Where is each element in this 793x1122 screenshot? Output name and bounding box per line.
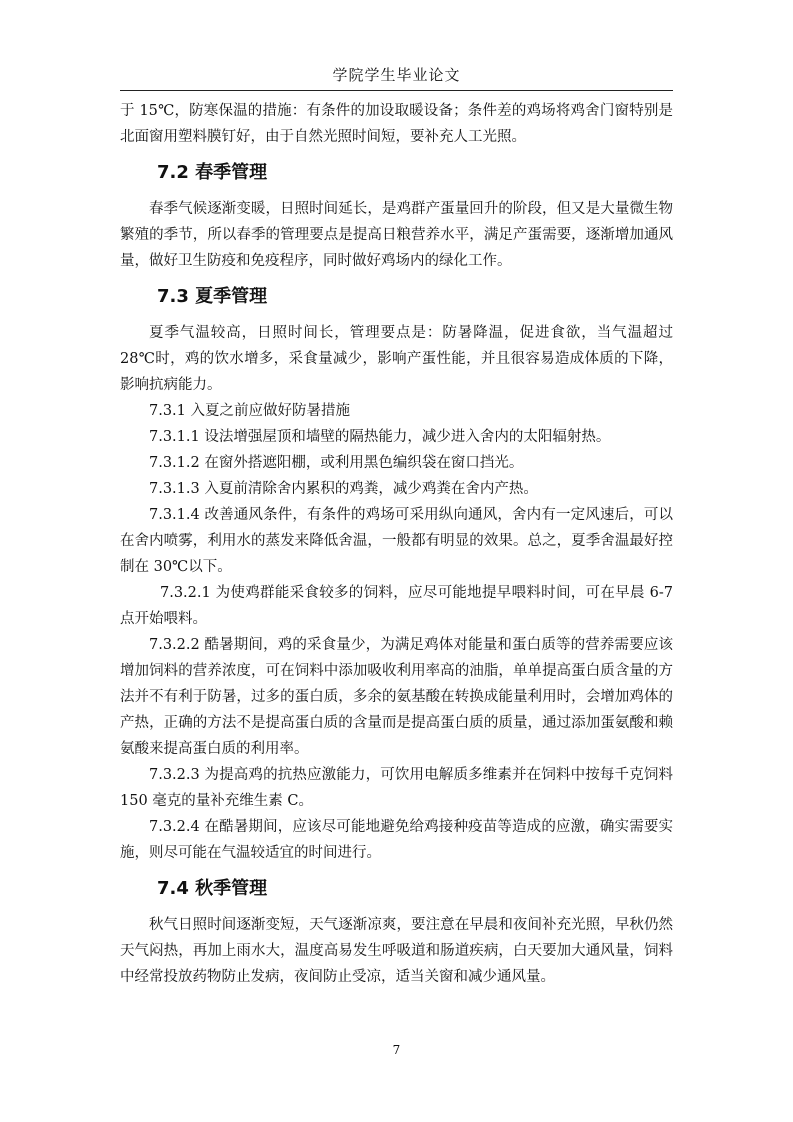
paragraph-continuation: 于 15℃，防寒保温的措施：有条件的加设取暖设备；条件差的鸡场将鸡舍门窗特别是北面窗用塑料膜钉好，由于自然光照时间短，要补充人工光照。	[120, 103, 673, 145]
subsection-7-3-1: 7.3.1 入夏之前应做好防暑措施	[149, 403, 351, 419]
item-7-3-1-2: 7.3.1.2 在窗外搭遮阳棚，或利用黑色编织袋在窗口挡光。	[149, 455, 524, 471]
page-body	[120, 98, 673, 990]
item-7-3-2-2: 7.3.2.2 酷暑期间，鸡的采食量少，为满足鸡体对能量和蛋白质等的营养需要应该增加饲料的营养浓度，可在饲料中添加吸收利用率高的油脂，单单提高蛋白质含量的方法并不有利于防暑，过多的蛋白质，多余的氨基酸在转换成能量利用时，会增加鸡体的产热，正确的方法不是提高蛋白质的含量而是提高蛋白质的质量，通过添加蛋氨酸和赖氨酸来提高蛋白质的利用率。	[120, 637, 673, 757]
item-7-3-1-3: 7.3.1.3 入夏前清除舍内累积的鸡粪，减少鸡粪在舍内产热。	[149, 481, 538, 497]
item-7-3-1-1: 7.3.1.1 设法增强屋顶和墙壁的隔热能力，减少进入舍内的太阳辐射热。	[149, 429, 611, 445]
item-7-3-2-4: 7.3.2.4 在酷暑期间，应该尽可能地避免给鸡接种疫苗等造成的应激，确实需要实施，则尽可能在气温较适宜的时间进行。	[120, 819, 673, 861]
section-heading-7-4: 7.4 秋季管理	[157, 878, 268, 899]
item-7-3-1-4: 7.3.1.4 改善通风条件，有条件的鸡场可采用纵向通风，舍内有一定风速后，可以在舍内喷雾，利用水的蒸发来降低舍温，一般都有明显的效果。总之，夏季舍温最好控制在 30℃以下。	[120, 507, 673, 575]
paragraph-spring: 春季气候逐渐变暖，日照时间延长，是鸡群产蛋量回升的阶段，但又是大量微生物繁殖的季节，所以春季的管理要点是提高日粮营养水平，满足产蛋需要，逐渐增加通风量，做好卫生防疫和免疫程序，同时做好鸡场内的绿化工作。	[120, 201, 673, 269]
item-7-3-2-3: 7.3.2.3 为提高鸡的抗热应激能力，可饮用电解质多维素并在饲料中按每千克饲料 150 毫克的量补充维生素 C。	[120, 767, 673, 809]
section-heading-7-2: 7.2 春季管理	[157, 162, 268, 183]
page-number: 7	[392, 1043, 401, 1057]
section-heading-7-3: 7.3 夏季管理	[157, 286, 268, 307]
item-7-3-2-1: 7.3.2.1 为使鸡群能采食较多的饲料，应尽可能地提早喂料时间，可在早晨 6-7 点开始喂料。	[120, 585, 673, 627]
paragraph-summer: 夏季气温较高，日照时间长，管理要点是：防暑降温，促进食欲，当气温超过 28℃时，鸡的饮水增多，采食量减少，影响产蛋性能，并且很容易造成体质的下降，影响抗病能力。	[120, 325, 673, 393]
header-divider	[120, 90, 673, 91]
page-header-title: 学院学生毕业论文	[332, 66, 461, 84]
paragraph-autumn: 秋气日照时间逐渐变短，天气逐渐凉爽，要注意在早晨和夜间补充光照，早秋仍然天气闷热，再加上雨水大，温度高易发生呼吸道和肠道疾病，白天要加大通风量，饲料中经常投放药物防止发病，夜间防止受凉，适当关窗和减少通风量。	[120, 917, 673, 985]
